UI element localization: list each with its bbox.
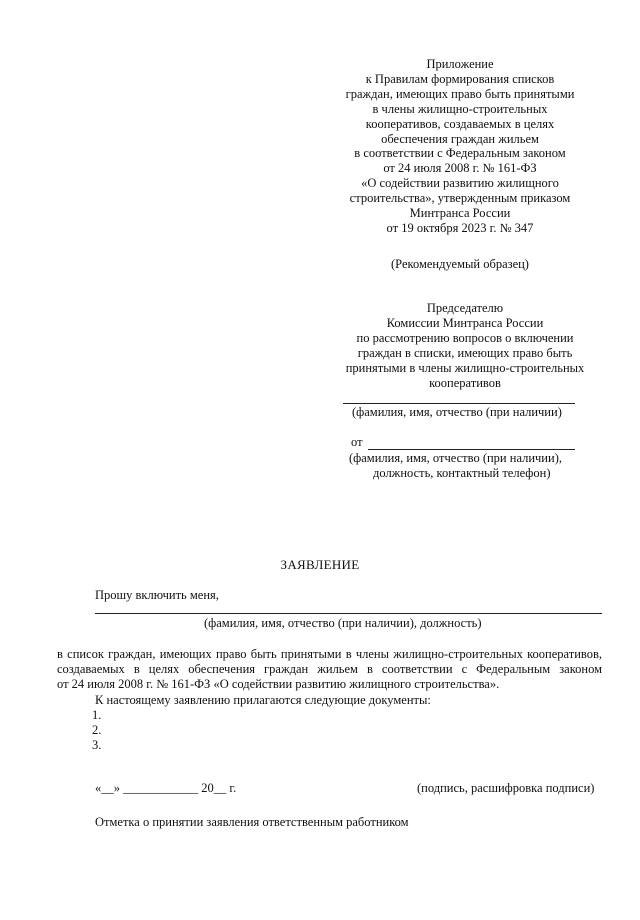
addressee-block <box>330 301 600 390</box>
chairman-name-field[interactable] <box>343 403 575 404</box>
appendix-line: обеспечения граждан жильем <box>381 131 539 146</box>
addressee-line: Председателю <box>426 301 504 315</box>
addressee-line: принятыми в члены жилищно-строительных <box>345 360 585 375</box>
appendix-line: Приложение <box>426 57 494 71</box>
addressee-line: по рассмотрению вопросов о включении <box>356 330 574 345</box>
from-caption-line1: (фамилия, имя, отчество (при наличии), <box>349 451 562 465</box>
appendix-line: в члены жилищно-строительных <box>372 101 548 116</box>
appendix-line: кооперативов, создаваемых в целях <box>365 116 555 131</box>
addressee-line: кооперативов <box>429 375 501 390</box>
date-line[interactable]: «__» ____________ 20__ г. <box>95 781 237 795</box>
attachment-item: 1. <box>92 708 102 722</box>
appendix-line: Минтранса России <box>409 206 511 221</box>
attachment-item: 2. <box>92 723 102 737</box>
attachments-intro: К настоящему заявлению прилагаются следующие документы: <box>95 693 431 707</box>
signature-caption: (подпись, расшифровка подписи) <box>417 781 595 795</box>
chairman-name-caption: (фамилия, имя, отчество (при наличии) <box>352 405 562 419</box>
request-caption: (фамилия, имя, отчество (при наличии), должность) <box>204 616 482 630</box>
request-text: Прошу включить меня, <box>95 588 219 602</box>
body-line-3: от 24 июля 2008 г. № 161-ФЗ «О содействии развитию жилищного строительства». <box>57 677 500 691</box>
from-caption-line2: должность, контактный телефон) <box>373 466 551 480</box>
appendix-header <box>330 57 590 236</box>
applicant-from-field[interactable] <box>368 449 575 450</box>
from-label: от <box>351 435 363 449</box>
appendix-line: от 19 октября 2023 г. № 347 <box>386 220 534 235</box>
appendix-line: граждан, имеющих право быть принятыми <box>345 86 575 101</box>
body-line-1: в список граждан, имеющих право быть принятыми в члены жилищно-строительных кооперативов, <box>57 647 602 661</box>
appendix-line: «О содействии развитию жилищного <box>361 176 559 191</box>
acceptance-mark: Отметка о принятии заявления ответственным работником <box>95 815 409 829</box>
addressee-line: граждан в списки, имеющих право быть <box>357 345 573 360</box>
appendix-line: в соответствии с Федеральным законом <box>354 146 566 161</box>
applicant-details-field[interactable] <box>95 613 602 614</box>
sample-note: (Рекомендуемый образец) <box>391 257 529 271</box>
appendix-line: строительства», утвержденным приказом <box>349 191 571 206</box>
statement-title: ЗАЯВЛЕНИЕ <box>280 557 360 572</box>
body-line-2: создаваемых в целях обеспечения граждан жильем в соответствии с Федеральным законом <box>57 662 602 676</box>
addressee-line: Комиссии Минтранса России <box>386 315 544 330</box>
appendix-line: от 24 июля 2008 г. № 161-ФЗ <box>383 161 537 176</box>
appendix-line: к Правилам формирования списков <box>365 71 555 86</box>
attachment-item: 3. <box>92 738 102 752</box>
